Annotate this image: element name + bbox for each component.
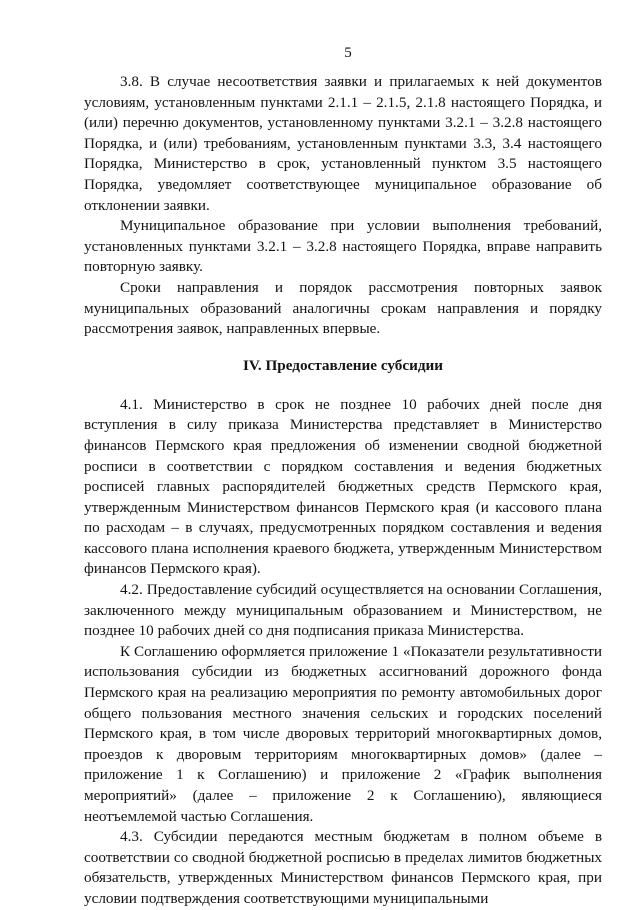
paragraph-repeat-application: Муниципальное образование при условии выполнения требований, установленных пунктами 3.2.1 – 3.2.8 настоящего Порядка, вправе направить повторную заявку. xyxy=(84,217,602,276)
paragraph-4-2: 4.2. Предоставление субсидий осуществляется на основании Соглашения, заключенного между муниципальным образованием и Министерством, не позднее 10 рабочих дней со дня подписания приказа Министерства. xyxy=(84,581,602,640)
paragraph-agreement-appendix: К Соглашению оформляется приложение 1 «Показатели результативности использования субсидии из бюджетных ассигнований дорожного фонда Пермского края на реализацию мероприятия по ремонту автомобильных дорог общего пользования местного значения сельских и городских поселений Пермского края, в том числе дворовых территорий многоквартирных домов, проездов к дворовым территориям многоквартирных домов» (далее – приложение 1 к Соглашению) и приложение 2 «График выполнения мероприятий» (далее – приложение 2 к Соглашению), являющиеся неотъемлемой частью Соглашения. xyxy=(84,642,602,825)
paragraph-4-1: 4.1. Министерство в срок не позднее 10 рабочих дней после дня вступления в силу приказа Министерства представляет в Министерство финансов Пермского края предложения об изменении сводной бюджетной росписи в соответствии с порядком составления и ведения бюджетных росписей главных распорядителей бюджетных средств Пермского края, утвержденным Министерством финансов Пермского края (и кассового плана по расходам – в случаях, предусмотренных порядком составления и ведения кассового плана исполнения краевого бюджета, утвержденным Министерством финансов Пермского края). xyxy=(84,395,602,578)
paragraph-3-8: 3.8. В случае несоответствия заявки и прилагаемых к ней документов условиям, установленным пунктами 2.1.1 – 2.1.5, 2.1.8 настоящего Порядка, и (или) перечню документов, установленному пунктами 3.2.1 – 3.2.8 настоящего Порядка, и (или) требованиям, установленным пунктами 3.3, 3.4 настоящего Порядка, Министерство в срок, установленный пунктом 3.5 настоящего Порядка, уведомляет соответствующее муниципальное образование об отклонении заявки. xyxy=(84,73,602,214)
paragraph-repeat-deadlines: Сроки направления и порядок рассмотрения повторных заявок муниципальных образований аналогичны срокам направления и порядку рассмотрения заявок, направленных впервые. xyxy=(84,278,602,338)
section-heading: IV. Предоставление субсидии xyxy=(242,356,444,374)
page-number: 5 xyxy=(344,45,352,61)
paragraph-4-3: 4.3. Субсидии передаются местным бюджетам в полном объеме в соответствии со сводной бюджетной росписью в пределах лимитов бюджетных обязательств, утвержденных Министерством финансов Пермского края, при условии подтверждения соответствующими муниципальными xyxy=(84,828,602,907)
